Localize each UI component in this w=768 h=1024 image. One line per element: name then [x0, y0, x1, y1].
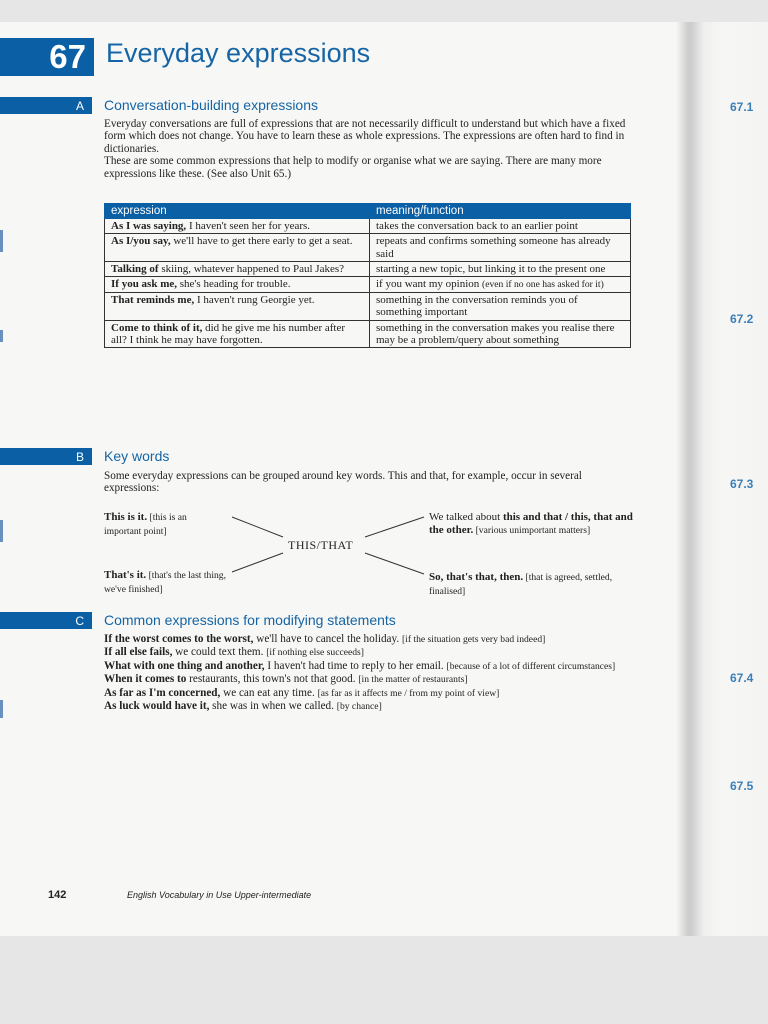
book-title-footer: English Vocabulary in Use Upper-intermediate — [127, 890, 312, 900]
expression-example: I haven't seen her for years. — [186, 220, 311, 233]
expression-example: did he give me his number after all? I think he may have forgotten. — [111, 321, 346, 346]
column-header: expression — [105, 204, 370, 219]
unit-number: 67 — [0, 38, 94, 76]
list-item: When it comes to restaurants, this town's not that good. [in the matter of restaurants] — [104, 673, 468, 686]
diagram-bottom-right: So, that's that, then. [that is agreed, settled, finalised] — [429, 571, 613, 597]
section-b-intro: Some everyday expressions can be grouped around key words. This and that, for example, occur in several expressions: — [104, 470, 582, 495]
connector-line — [365, 553, 424, 574]
list-item: As luck would have it, she was in when we called. [by chance] — [104, 700, 382, 713]
intro-paragraph: These are some common expressions that help to modify or organise what we are saying. There are many more expressions like these. (See also Unit 65.) — [104, 155, 602, 180]
list-item: What with one thing and another, I haven't had time to reply to her email. [because of a lot of different circumstances] — [104, 659, 616, 672]
expression-phrase: That reminds me, — [111, 294, 195, 307]
meaning-text: starting a new topic, but linking it to the present one — [376, 262, 606, 275]
diagram-top-right: We talked about this and that / this, that and the other. [various unimportant matters] — [429, 511, 633, 536]
expression-phrase: As I/you say, — [111, 235, 171, 248]
connector-line — [365, 517, 424, 537]
meaning-text: repeats and confirms something someone has already said — [376, 235, 611, 260]
meaning-text: something in the conversation reminds you of something important — [376, 294, 578, 319]
list-item: If all else fails, we could text them. [if nothing else succeeds] — [104, 646, 364, 659]
connector-line — [232, 553, 283, 572]
section-c-marker: C — [0, 612, 92, 629]
meaning-text: something in the conversation makes you realise there may be a problem/query about something — [376, 321, 615, 346]
list-item: As far as I'm concerned, we can eat any time. [as far as it affects me / from my point of view] — [104, 686, 500, 699]
section-c-lines — [104, 633, 639, 713]
meaning-note: (even if no one has asked for it) — [482, 279, 604, 291]
page-number: 142 — [48, 889, 67, 901]
section-b-marker: B — [0, 448, 92, 465]
expression-example: she's heading for trouble. — [177, 278, 291, 291]
section-b-heading: Key words — [104, 448, 170, 464]
list-item: If the worst comes to the worst, we'll have to cancel the holiday. [if the situation gets very bad indeed] — [104, 633, 546, 645]
intro-paragraph: Everyday conversations are full of expressions that are not necessarily difficult to understand but which have a fixed form which does not change. You have to learn these as whole expressions. The expressions are often hard to find in dictionaries. — [104, 118, 626, 155]
section-a-marker: A — [0, 97, 92, 114]
side-number: 67.4 — [730, 671, 754, 685]
side-number: 67.3 — [730, 477, 754, 491]
expression-phrase: If you ask me, — [111, 278, 178, 291]
column-header: meaning/function — [370, 204, 631, 219]
diagram-bottom-left: That's it. [that's the last thing, we've finished] — [104, 569, 226, 595]
unit-title: Everyday expressions — [106, 38, 371, 68]
expression-example: I haven't rung Georgie yet. — [194, 294, 315, 307]
expression-example: we'll have to get there early to get a seat. — [170, 235, 353, 248]
side-number: 67.1 — [730, 100, 754, 114]
section-c-heading: Common expressions for modifying statements — [104, 612, 396, 628]
expression-example: skiing, whatever happened to Paul Jakes? — [158, 262, 345, 275]
meaning-text: takes the conversation back to an earlier point — [376, 220, 578, 233]
section-a-heading: Conversation-building expressions — [104, 97, 319, 113]
diagram-center-keyword: THIS/THAT — [288, 538, 354, 552]
connector-line — [232, 517, 283, 537]
side-number: 67.5 — [730, 779, 754, 793]
expression-phrase: Talking of — [111, 262, 159, 275]
meaning-text: if you want my opinion — [376, 278, 483, 291]
expression-phrase: As I was saying, — [111, 220, 187, 233]
expression-phrase: Come to think of it, — [111, 321, 203, 334]
diagram-top-left: This is it. [this is an important point] — [104, 511, 187, 537]
side-number: 67.2 — [730, 312, 754, 326]
